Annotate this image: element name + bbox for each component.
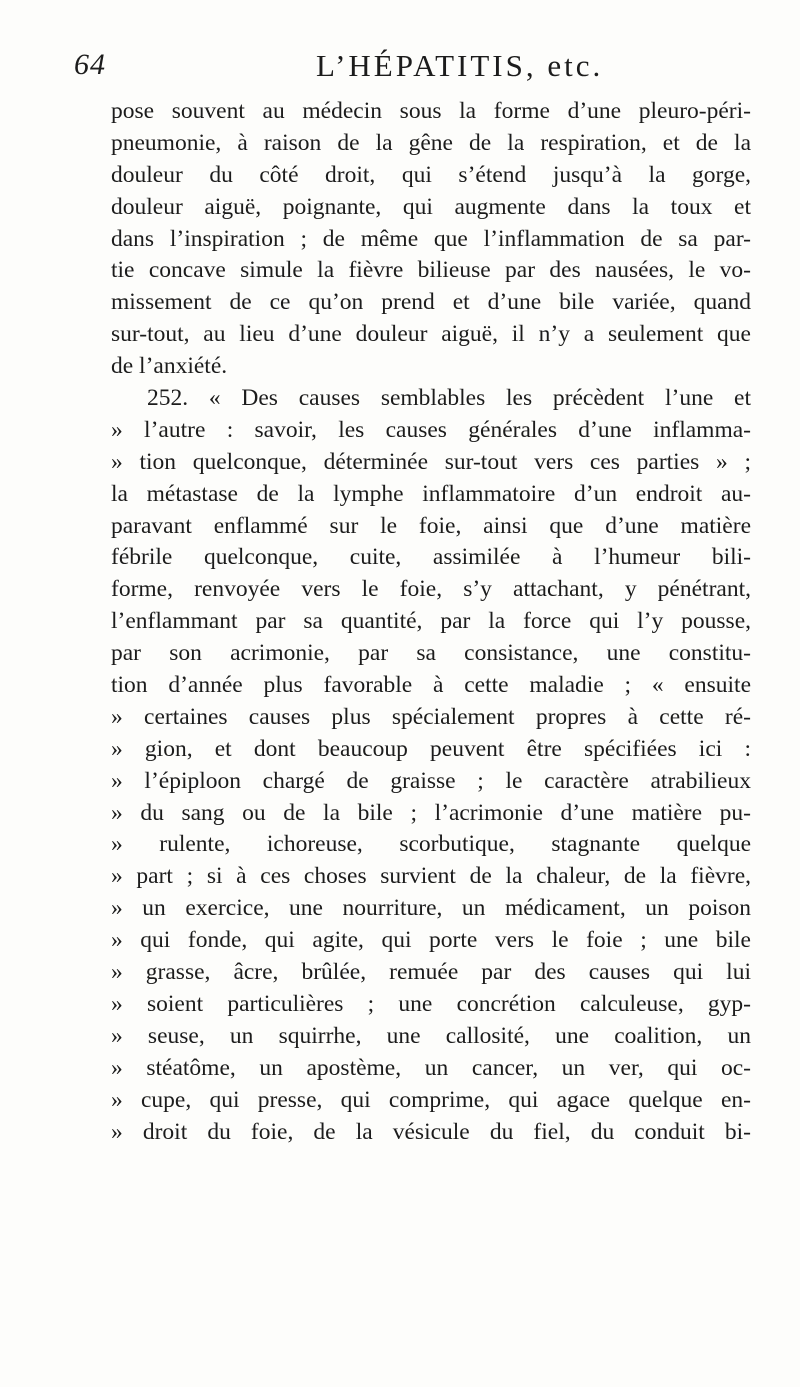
running-title: L’HÉPATITIS, etc. [316, 48, 604, 83]
text-line: » grasse, âcre, brûlée, remuée par des causes qui lui [111, 959, 751, 986]
text-line: » stéatôme, un apostème, un cancer, un ver, qui oc- [111, 1054, 751, 1081]
text-line: » part ; si à ces choses survient de la chaleur, de la fièvre, [111, 863, 751, 890]
text-line: » rulente, ichoreuse, scorbutique, stagnante quelque [111, 831, 751, 858]
text-line: forme, renvoyée vers le foie, s’y attachant, y pénétrant, [111, 576, 751, 603]
text-line: paravant enflammé sur le foie, ainsi que d’une matière [111, 512, 751, 539]
text-line: » soient particulières ; une concrétion calculeuse, gyp- [111, 990, 751, 1017]
text-line: douleur aiguë, poignante, qui augmente dans la toux et [111, 193, 751, 220]
text-line: » tion quelconque, déterminée sur-tout vers ces parties » ; [111, 448, 751, 475]
text-line: tion d’année plus favorable à cette maladie ; « ensuite [111, 672, 751, 699]
paragraph-252-start: 252. « Des causes semblables les précèdent l’une et [147, 385, 751, 412]
text-line: missement de ce qu’on prend et d’une bile variée, quand [111, 289, 751, 316]
text-line: » certaines causes plus spécialement propres à cette ré- [111, 703, 751, 730]
running-head [0, 48, 800, 88]
text-line: de l’anxiété. [111, 353, 228, 380]
text-line: douleur du côté droit, qui s’étend jusqu’à la gorge, [111, 161, 751, 188]
text-line: » du sang ou de la bile ; l’acrimonie d’une matière pu- [111, 799, 751, 826]
text-line: par son acrimonie, par sa consistance, une constitu- [111, 640, 751, 667]
text-line: » qui fonde, qui agite, qui porte vers le foie ; une bile [111, 927, 751, 954]
text-line: » l’autre : savoir, les causes générales d’une inflamma- [111, 416, 751, 443]
text-line: pose souvent au médecin sous la forme d’une pleuro-péri- [111, 98, 751, 124]
text-line: l’enflammant par sa quantité, par la force qui l’y pousse, [111, 608, 751, 635]
text-line: tie concave simule la fièvre bilieuse par des nausées, le vo- [111, 257, 751, 284]
text-line: sur-tout, au lieu d’une douleur aiguë, il n’y a seulement que [111, 321, 751, 348]
text-line: dans l’inspiration ; de même que l’inflammation de sa par- [111, 225, 751, 252]
text-line: » un exercice, une nourriture, un médicament, un poison [111, 895, 751, 922]
text-line: la métastase de la lymphe inflammatoire d’un endroit au- [111, 480, 751, 507]
text-line: » cupe, qui presse, qui comprime, qui agace quelque en- [111, 1086, 751, 1113]
text-line: fébrile quelconque, cuite, assimilée à l’humeur bili- [111, 544, 751, 571]
text-line: » seuse, un squirrhe, une callosité, une coalition, un [111, 1022, 751, 1049]
page-number: 64 [74, 48, 106, 81]
body-text [111, 96, 751, 1148]
text-line: » droit du foie, de la vésicule du fiel, du conduit bi- [111, 1118, 751, 1145]
text-line: » l’épiploon chargé de graisse ; le caractère atrabilieux [111, 767, 751, 794]
text-line: pneumonie, à raison de la gêne de la respiration, et de la [111, 129, 751, 156]
text-line: » gion, et dont beaucoup peuvent être spécifiées ici : [111, 735, 751, 762]
